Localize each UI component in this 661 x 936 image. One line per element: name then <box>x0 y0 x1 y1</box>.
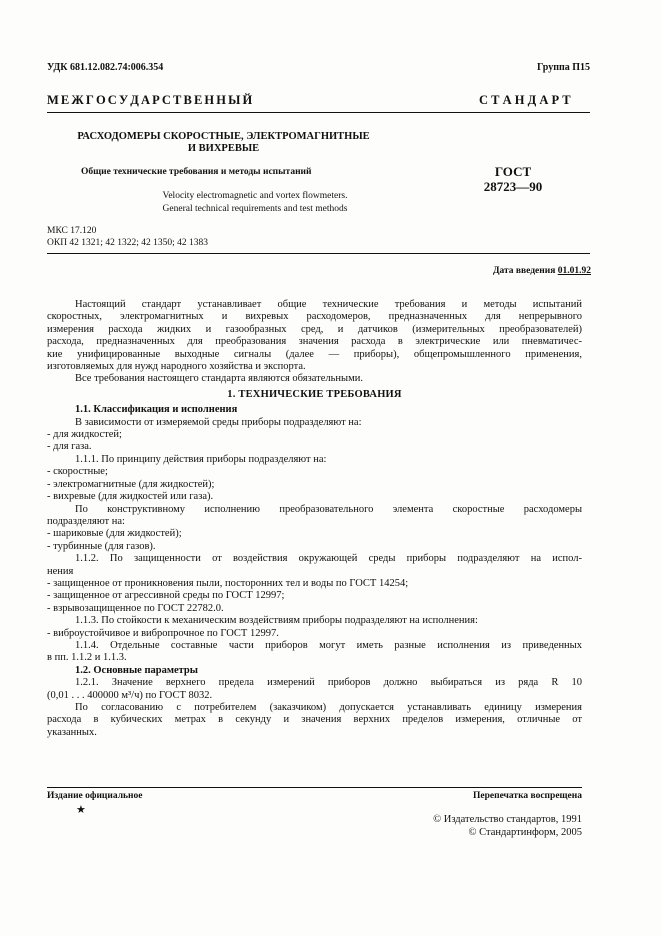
paragraph: нения <box>47 565 74 577</box>
header-rule <box>47 112 590 113</box>
list-item: - для газа. <box>47 441 92 453</box>
list-item: - шариковые (для жидкостей); <box>47 528 182 540</box>
intro-line: Настоящий стандарт устанавливает общие технические требования и методы испытаний <box>75 299 582 310</box>
gost-label: ГОСТ <box>494 164 532 179</box>
copyright-line-2: © Стандартинформ, 2005 <box>468 826 582 838</box>
intro-line: кие унифицированные выходные сигналы (далее — приборы), общепромышленного применения, <box>47 348 582 360</box>
mks-code: МКС 17.120 <box>47 226 97 236</box>
copyright-line-1: © Издательство стандартов, 1991 <box>433 814 582 825</box>
gost-number: 28723—90 <box>483 179 543 194</box>
english-title <box>150 190 360 215</box>
list-item: - защищенное от агрессивной среды по ГОСТ 12997; <box>47 590 285 602</box>
paragraph: По конструктивному исполнению преобразовательного элемента скоростные расходомеры <box>75 503 582 515</box>
okp-code: ОКП 42 1321; 42 1322; 42 1350; 42 1383 <box>47 237 208 248</box>
title-line-1: РАСХОДОМЕРЫ СКОРОСТНЫЕ, ЭЛЕКТРОМАГНИТНЫЕ <box>77 131 370 142</box>
reprint-prohibited: Перепечатка воспрещена <box>472 791 582 801</box>
effective-date-label: Дата введения <box>492 266 556 276</box>
paragraph: расхода в кубических метрах в секунду и значения верхних пределов измерения, отличные от <box>47 714 582 726</box>
intro-line: изготовляемых для нужд народного хозяйства и экспорта. <box>47 361 306 373</box>
effective-date-value: 01.01.92 <box>557 266 591 276</box>
section-heading: 1. ТЕХНИЧЕСКИЕ ТРЕБОВАНИЯ <box>227 388 402 400</box>
udk-code: УДК 681.12.082.74:006.354 <box>47 62 164 73</box>
paragraph: 1.1.3. По стойкости к механическим воздействиям приборы подразделяют на исполнения: <box>75 615 478 627</box>
list-item: - турбинные (для газов). <box>47 540 156 552</box>
paragraph: 1.1.4. Отдельные составные части приборов могут иметь разные исполнения из приведенных <box>75 639 582 651</box>
interstate-word: М Е Ж Г О С У Д А Р С Т В Е Н Н Ы Й <box>47 93 253 107</box>
paragraph: 1.2.1. Значение верхнего предела измерений приборов должно выбираться из ряда R 10 <box>75 677 582 689</box>
paragraph: 1.1.1. По принципу действия приборы подразделяют на: <box>75 453 327 465</box>
codes-rule <box>47 253 590 254</box>
list-item: - электромагнитные (для жидкостей); <box>47 478 215 490</box>
classification-codes <box>47 226 208 249</box>
gost-designation <box>475 164 551 194</box>
paragraph: (0,01 . . . 400000 м³/ч) по ГОСТ 8032. <box>47 689 213 701</box>
intro-line: измерения расхода жидких и газообразных сред, и датчиков (измерительных преобразователей) <box>47 323 582 335</box>
document-body <box>47 299 582 739</box>
list-item: - для жидкостей; <box>47 429 122 441</box>
english-title-line-1: Velocity electromagnetic and vortex flowmeters. <box>162 191 348 201</box>
group-code: Группа П15 <box>537 62 590 73</box>
footer-rule <box>47 787 582 788</box>
list-item: - виброустойчивое и вибропрочное по ГОСТ 12997. <box>47 627 279 639</box>
official-edition: Издание официальное <box>47 791 143 801</box>
paragraph: По согласованию с потребителем (заказчиком) допускается устанавливать единицу измерения <box>75 702 582 713</box>
subsection-heading: 1.2. Основные параметры <box>75 664 198 676</box>
paragraph: 1.1.2. По защищенности от воздействия окружающей среды приборы подразделяют на испол- <box>75 553 582 565</box>
list-item: - взрывозащищенное по ГОСТ 22782.0. <box>47 602 224 614</box>
english-title-line-2: General technical requirements and test methods <box>162 203 348 214</box>
intro-line: скоростных, электромагнитных и вихревых расходомеров, предназначенных для непрерывного <box>47 311 582 323</box>
paragraph: В зависимости от измеряемой среды приборы подразделяют на: <box>75 416 362 428</box>
document-subtitle: Общие технические требования и методы испытаний <box>81 167 312 177</box>
list-item: - защищенное от проникновения пыли, посторонних тел и воды по ГОСТ 14254; <box>47 577 409 589</box>
copyright-block <box>433 814 582 839</box>
intro-line: расхода, предназначенных для преобразования значения расхода в электрические или пневматичес- <box>47 336 582 348</box>
effective-date <box>493 266 591 276</box>
standard-word: С Т А Н Д А Р Т <box>479 93 571 107</box>
star-icon: ★ <box>76 804 86 816</box>
paragraph: подразделяют на: <box>47 515 125 527</box>
list-item: - скоростные; <box>47 466 108 478</box>
paragraph: в пп. 1.1.2 и 1.1.3. <box>47 652 127 664</box>
subsection-heading: 1.1. Классификация и исполнения <box>75 404 238 416</box>
list-item: - вихревые (для жидкостей или газа). <box>47 491 214 503</box>
document-title <box>51 131 396 154</box>
title-line-2: И ВИХРЕВЫЕ <box>187 142 260 154</box>
mandatory-statement: Все требования настоящего стандарта являются обязательными. <box>75 373 363 385</box>
paragraph: указанных. <box>47 726 97 738</box>
